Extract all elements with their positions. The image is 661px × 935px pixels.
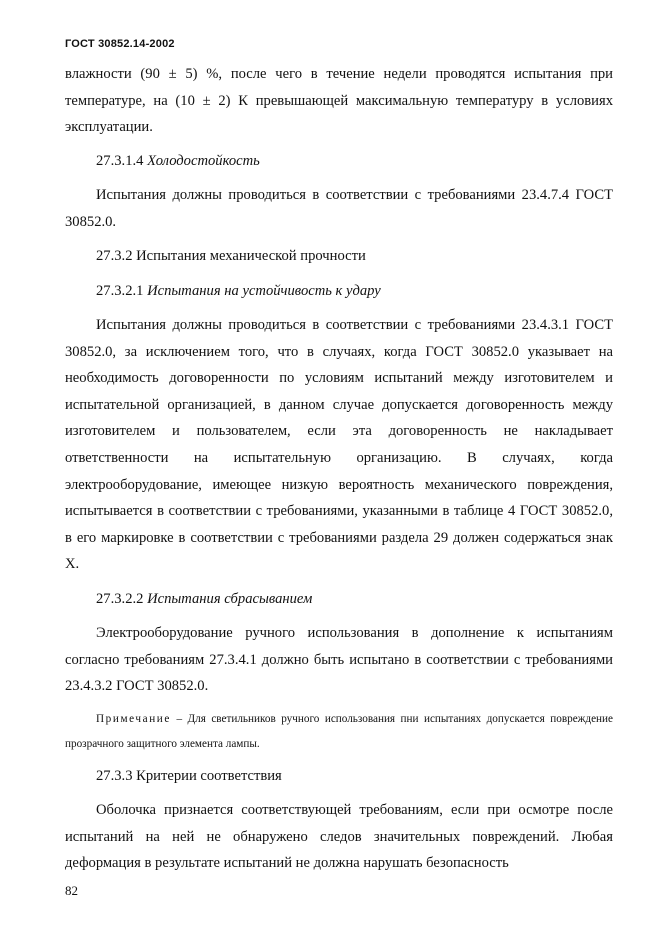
section-title: Испытания сбрасыванием	[147, 591, 313, 607]
section-number: 27.3.1.4	[96, 153, 144, 169]
section-number: 27.3.2.1	[96, 283, 144, 299]
section-heading-27-3-3	[96, 766, 282, 786]
section-title: Критерии соответствия	[136, 768, 282, 784]
paragraph-text: влажности (90 ± 5) %, после чего в течение недели проводятся испытания при температуре, на (10 ± 2) К превышающей максимальную температуру в условиях эксплуатации.	[65, 66, 613, 136]
paragraph-text: Испытания должны проводиться в соответствии с требованиями 23.4.7.4 ГОСТ 30852.0.	[65, 187, 613, 230]
paragraph-humidity-test	[65, 61, 613, 141]
note-label: Примечание	[96, 713, 171, 725]
paragraph-drop-test	[65, 620, 613, 700]
section-number: 27.3.2.2	[96, 591, 144, 607]
section-title: Испытания на устойчивость к удару	[147, 283, 381, 299]
note	[65, 707, 613, 757]
section-heading-27-3-1-4	[96, 151, 260, 171]
section-number: 27.3.2	[96, 248, 133, 264]
paragraph-impact-test	[65, 312, 613, 578]
section-title: Холодостойкость	[147, 153, 260, 169]
section-heading-27-3-2-2	[96, 589, 312, 609]
document-header: ГОСТ 30852.14-2002	[65, 38, 175, 50]
section-number: 27.3.3	[96, 768, 133, 784]
paragraph-text: Электрооборудование ручного использования в дополнение к испытаниям согласно требованиям 27.3.4.1 должно быть испытано в соответствии с требованиями 23.4.3.2 ГОСТ 30852.0.	[65, 625, 613, 695]
page-number: 82	[65, 883, 78, 898]
paragraph-text: Оболочка признается соответствующей требованиям, если при осмотре после испытаний на ней не обнаружено следов значительных повреждений. Любая деформация в результате испытаний не должна нарушать безопасность	[65, 802, 613, 872]
note-text: – Для светильников ручного использования пни испытаниях допускается повреждение прозрачного защитного элемента лампы.	[65, 713, 613, 750]
paragraph-text: Испытания должны проводиться в соответствии с требованиями 23.4.3.1 ГОСТ 30852.0, за исключением того, что в случаях, когда ГОСТ 30852.0 указывает на необходимость договоренности по условиям испытаний между изготовителем и испытательной организацией, в данном случае допускается договоренность между изготовителем и пользователем, если эта договоренность не накладывает ответственности на испытательную организацию. В случаях, когда электрооборудование, имеющее низкую вероятность механического повреждения, испытывается в соответствии с требованиями, указанными в таблице 4 ГОСТ 30852.0, в его маркировке в соответствии с требованиями раздела 29 должен содержаться знак X.	[65, 317, 613, 573]
paragraph-compliance-criteria	[65, 797, 613, 877]
section-heading-27-3-2-1	[96, 281, 381, 301]
section-title: Испытания механической прочности	[136, 248, 366, 264]
paragraph-cold-resistance	[65, 182, 613, 235]
section-heading-27-3-2	[96, 246, 366, 266]
